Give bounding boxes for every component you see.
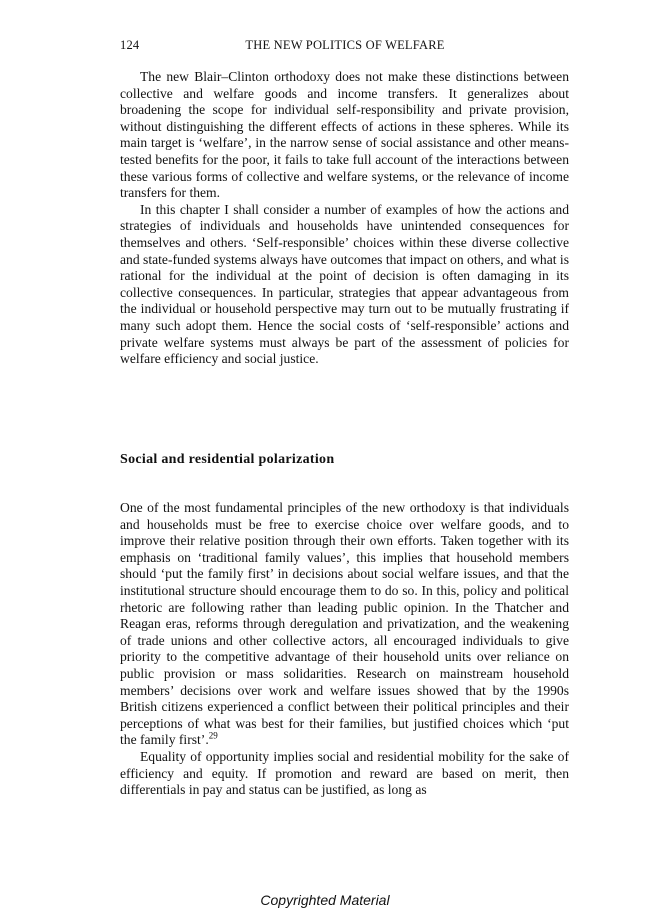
running-title: THE NEW POLITICS OF WELFARE bbox=[245, 38, 445, 52]
page-number: 124 bbox=[120, 38, 140, 52]
intro-text bbox=[120, 69, 569, 368]
section-heading: Social and residential polarization bbox=[120, 452, 335, 467]
paragraph: In this chapter I shall consider a number of examples of how the actions and strategies of individuals and households have unintended consequences for themselves and others. ‘Self-responsible’ choices within these diverse collective and state-funded systems always have outcomes that impact on others, and what is rational for the individual at the point of decision is often damaging in its collective consequences. In particular, strategies that appear advantageous from the individual or household perspective may turn out to be mutually frustrating if many such adopt them. Hence the social costs of ‘self-responsible’ actions and private welfare systems must always be part of the assessment of policies for welfare efficiency and social justice. bbox=[120, 201, 569, 367]
copyright-watermark: Copyrighted Material bbox=[260, 892, 390, 908]
paragraph: Equality of opportunity implies social and residential mobility for the sake of efficiency and equity. If promotion and reward are based on merit, then differentials in pay and status can be justified, as long as bbox=[120, 748, 569, 798]
paragraph bbox=[120, 500, 569, 749]
section-text bbox=[120, 500, 569, 799]
paragraph: The new Blair–Clinton orthodoxy does not make these distinctions between collective and welfare goods and income transfers. It generalizes about broadening the scope for individual self-responsibility and private provision, without distinguishing the different effects of actions in these spheres. While its main target is ‘welfare’, in the narrow sense of social assistance and other means-tested benefits for the poor, it fails to take full account of the interactions between these various forms of collective and welfare systems, or the relevance of income transfers for them. bbox=[120, 69, 569, 201]
running-head bbox=[120, 38, 570, 56]
footnote-reference[interactable]: 29 bbox=[208, 730, 218, 741]
paragraph-text: One of the most fundamental principles of the new orthodoxy is that individuals and households must be free to exercise choice over welfare goods, and to improve their relative position through their own efforts. Taken together with its emphasis on ‘traditional family values’, this implies that household members should ‘put the family first’ in decisions about social welfare issues, and that the institutional structure should encourage them to do so. In this, policy and political rhetoric are following rather than leading public opinion. In the Thatcher and Reagan eras, reforms through deregulation and privatization, and the weakening of trade unions and other collective actors, all encouraged individuals to give priority to the competitive advantage of their household units over reliance on public provision or mass solidarities. Research on mainstream household members’ decisions over work and welfare issues showed that by the 1990s British citizens experienced a conflict between their political principles and their perceptions of what was best for their families, but justified choices which ‘put the family first’. bbox=[120, 500, 569, 748]
